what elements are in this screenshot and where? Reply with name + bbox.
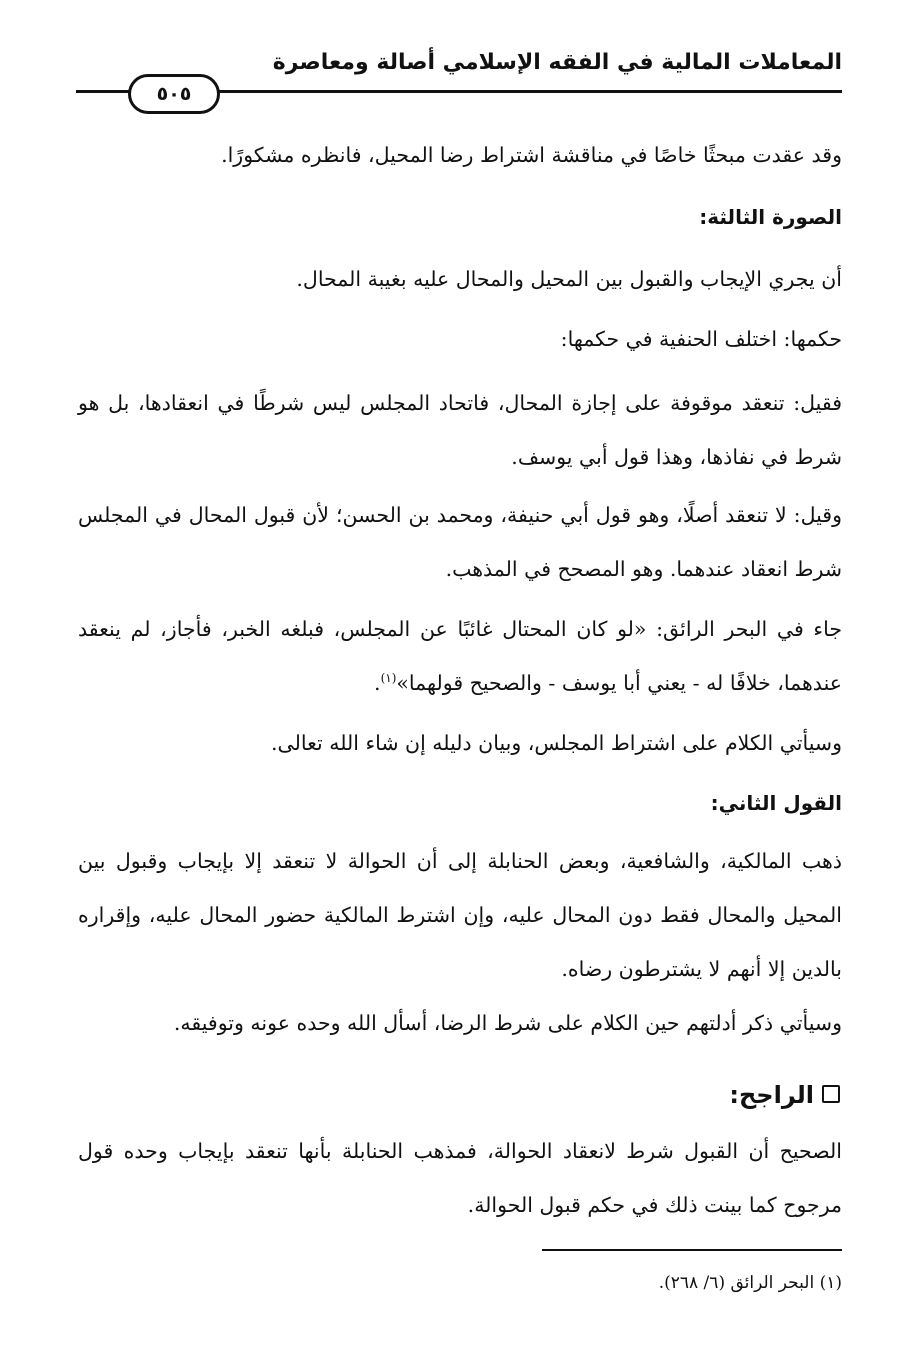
- square-outline-icon: [822, 1085, 840, 1103]
- footnote-marker: (١): [380, 671, 397, 686]
- footnote-rule: [542, 1249, 842, 1251]
- paragraph-1: وقد عقدت مبحثًا خاصًا في مناقشة اشتراط رضا المحيل، فانظره مشكورًا.: [221, 143, 842, 167]
- paragraph-10: الصحيح أن القبول شرط لانعقاد الحوالة، فمذهب الحنابلة بأنها تنعقد بإيجاب وحده قول مرجوح كما بينت ذلك في حكم قبول الحوالة.: [78, 1139, 842, 1217]
- quote-text: جاء في البحر الرائق: «لو كان المحتال غائبًا عن المجلس، فبلغه الخبر، فأجاز، لم ينعقد عندهما، خلافًا له - يعني أبا يوسف - والصحيح قولهما»: [78, 617, 842, 695]
- paragraph-2: أن يجري الإيجاب والقبول بين المحيل والمحال عليه بغيبة المحال.: [296, 267, 842, 291]
- heading-preferred: [729, 1068, 842, 1122]
- paragraph-7: وسيأتي الكلام على اشتراط المجلس، وبيان دليله إن شاء الله تعالى.: [271, 731, 842, 755]
- paragraph-5: وقيل: لا تنعقد أصلًا، وهو قول أبي حنيفة، ومحمد بن الحسن؛ لأن قبول المحال في المجلس شرط انعقاد عندهما. وهو المصحح في المذهب.: [78, 503, 842, 581]
- heading-second-opinion: القول الثاني:: [710, 791, 842, 815]
- paragraph-3: حكمها: اختلف الحنفية في حكمها:: [560, 327, 842, 351]
- paragraph-8: ذهب المالكية، والشافعية، وبعض الحنابلة إلى أن الحوالة لا تنعقد إلا بإيجاب وقبول بين المحيل والمحال فقط دون المحال عليه، وإن اشترط المالكية حضور المحال عليه، وإقراره بالدين إلا أنهم لا يشترطون رضاه.: [78, 849, 842, 981]
- paragraph-4: فقيل: تنعقد موقوفة على إجازة المحال، فاتحاد المجلس ليس شرطًا في انعقادها، بل هو شرط في نفاذها، وهذا قول أبي يوسف.: [78, 391, 842, 469]
- heading-preferred-label: الراجح:: [729, 1081, 814, 1109]
- quote-end: .: [374, 671, 381, 695]
- paragraph-6: [78, 602, 842, 710]
- page-number: ٥٠٥: [128, 74, 220, 114]
- footnote-1: (١) البحر الرائق (٦/ ٢٦٨).: [658, 1273, 842, 1293]
- paragraph-9: وسيأتي ذكر أدلتهم حين الكلام على شرط الرضا، أسأل الله وحده عونه وتوفيقه.: [173, 1011, 842, 1035]
- heading-third-form: الصورة الثالثة:: [699, 205, 842, 229]
- running-title: المعاملات المالية في الفقه الإسلامي أصالة ومعاصرة: [272, 50, 842, 75]
